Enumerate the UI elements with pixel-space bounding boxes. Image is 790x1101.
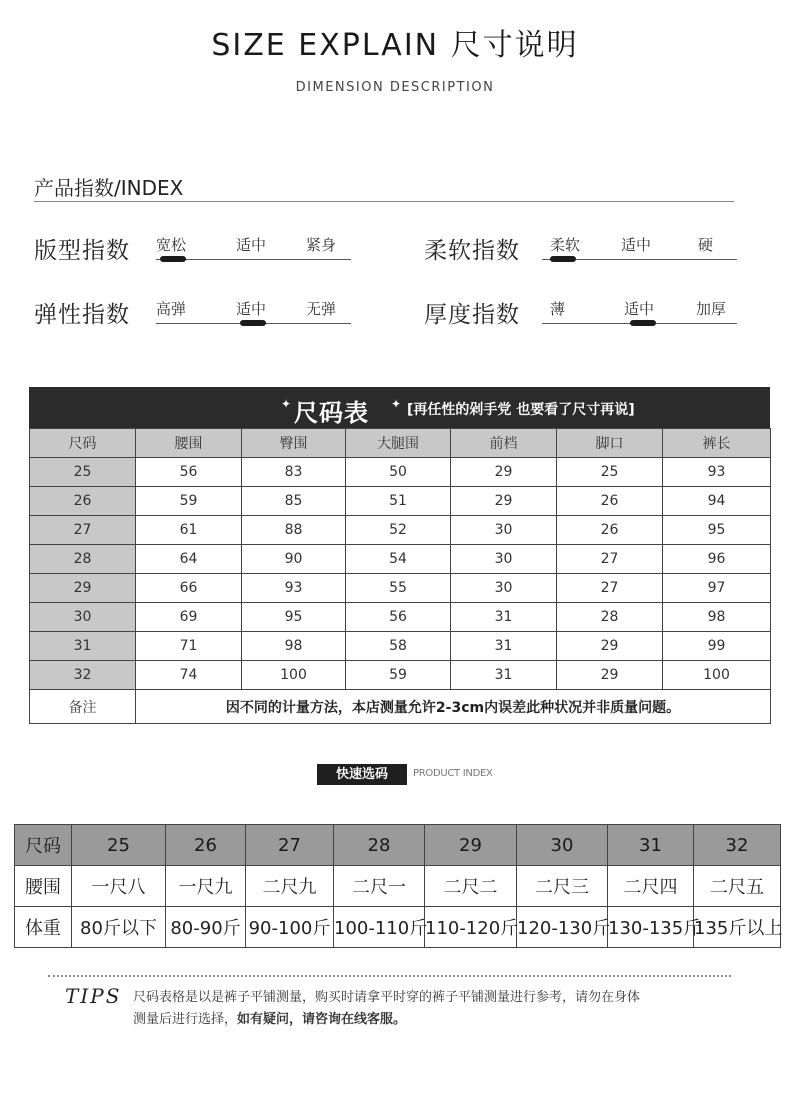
table-row (30, 632, 771, 661)
metric-label: 弹性指数 (34, 302, 130, 328)
metric-option: 无弹 (306, 300, 337, 318)
table-cell: 32 (30, 661, 136, 690)
metric-thickness (424, 294, 744, 334)
table-cell: 29 (557, 632, 663, 661)
table-cell: 25 (30, 458, 136, 487)
table-cell: 27 (246, 825, 334, 866)
tips-heading: TIPS (65, 984, 122, 1008)
table-header-row (15, 825, 781, 866)
tips-text-2b: 如有疑问，请咨询在线客服。 (237, 1012, 407, 1027)
table-cell: 88 (242, 516, 346, 545)
metric-option: 高弹 (156, 300, 187, 318)
table-cell: 71 (136, 632, 242, 661)
table-row (15, 907, 781, 948)
table-cell: 27 (30, 516, 136, 545)
table-cell: 31 (451, 603, 557, 632)
table-cell: 96 (663, 545, 771, 574)
table-row (30, 487, 771, 516)
metric-label: 厚度指数 (424, 302, 520, 328)
column-header: 尺码 (30, 429, 136, 458)
table-cell: 体重 (15, 907, 72, 948)
index-divider (34, 201, 734, 202)
table-cell: 74 (136, 661, 242, 690)
table-header-row (30, 429, 771, 458)
table-cell: 55 (346, 574, 451, 603)
sparkle-icon: ✦ (281, 397, 292, 411)
page-title: SIZE EXPLAIN 尺寸说明 (211, 28, 579, 63)
metric-option: 适中 (236, 300, 267, 318)
table-cell: 94 (663, 487, 771, 516)
column-header: 前档 (451, 429, 557, 458)
table-cell: 32 (694, 825, 781, 866)
table-cell: 135斤以上 (694, 907, 781, 948)
sparkle-icon: ✦ (391, 397, 402, 411)
table-cell: 二尺四 (608, 866, 694, 907)
table-cell: 腰围 (15, 866, 72, 907)
table-cell: 二尺九 (246, 866, 334, 907)
metric-option: 硬 (698, 236, 714, 254)
quick-select-table (14, 824, 781, 948)
table-cell: 64 (136, 545, 242, 574)
tips-text: 尺码表格是以是裤子平铺测量，购买时请拿平时穿的裤子平铺测量进行参考，请勿在身体 (133, 990, 641, 1005)
metric-option: 宽松 (156, 236, 187, 254)
metric-option: 适中 (624, 300, 655, 318)
metric-scale (542, 234, 737, 262)
table-row (30, 603, 771, 632)
table-cell: 29 (451, 458, 557, 487)
table-cell: 二尺三 (517, 866, 608, 907)
metric-marker (160, 256, 186, 262)
table-row (15, 866, 781, 907)
note-text: 因不同的计量方法，本店测量允许2-3cm内误差此种状况并非质量问题。 (136, 690, 771, 724)
table-cell: 95 (663, 516, 771, 545)
table-row (30, 574, 771, 603)
size-table-header (29, 387, 770, 428)
metric-fit (34, 230, 354, 270)
table-cell: 85 (242, 487, 346, 516)
size-table-grid (29, 428, 771, 724)
table-cell: 93 (663, 458, 771, 487)
table-cell: 98 (663, 603, 771, 632)
index-heading: 产品指数/INDEX (34, 176, 184, 200)
table-cell: 26 (557, 487, 663, 516)
table-cell: 51 (346, 487, 451, 516)
column-header: 裤长 (663, 429, 771, 458)
quick-select-label: 快速选码 (317, 764, 407, 785)
metric-elasticity (34, 294, 354, 334)
page-subtitle: DIMENSION DESCRIPTION (295, 80, 495, 95)
table-cell: 30 (451, 516, 557, 545)
metric-marker (550, 256, 576, 262)
table-cell: 130-135斤 (608, 907, 694, 948)
metric-label: 版型指数 (34, 238, 130, 264)
table-cell: 27 (557, 574, 663, 603)
table-cell: 93 (242, 574, 346, 603)
table-cell: 29 (425, 825, 517, 866)
tips-text-2 (133, 1008, 406, 1027)
table-cell: 95 (242, 603, 346, 632)
size-table (29, 387, 770, 724)
table-cell: 120-130斤 (517, 907, 608, 948)
tips-divider (48, 975, 731, 977)
table-cell: 一尺八 (72, 866, 166, 907)
table-cell: 54 (346, 545, 451, 574)
table-cell: 90-100斤 (246, 907, 334, 948)
table-cell: 26 (557, 516, 663, 545)
table-cell: 29 (557, 661, 663, 690)
table-cell: 80-90斤 (166, 907, 246, 948)
table-cell: 30 (30, 603, 136, 632)
table-cell: 50 (346, 458, 451, 487)
table-cell: 56 (136, 458, 242, 487)
column-header: 大腿围 (346, 429, 451, 458)
table-cell: 29 (451, 487, 557, 516)
table-cell: 二尺二 (425, 866, 517, 907)
column-header: 腰围 (136, 429, 242, 458)
table-cell: 一尺九 (166, 866, 246, 907)
tips-text-2a: 测量后进行选择， (133, 1012, 238, 1027)
table-row (30, 545, 771, 574)
table-cell: 61 (136, 516, 242, 545)
metric-marker (630, 320, 656, 326)
table-cell: 100 (663, 661, 771, 690)
size-table-subtitle: [再任性的剁手党 也要看了尺寸再说] (407, 402, 635, 418)
table-cell: 90 (242, 545, 346, 574)
metric-option: 加厚 (696, 300, 727, 318)
table-cell: 59 (136, 487, 242, 516)
table-cell: 28 (334, 825, 425, 866)
metric-option: 薄 (550, 300, 566, 318)
size-table-title: 尺码表 (294, 399, 369, 427)
table-cell: 100 (242, 661, 346, 690)
metric-scale (156, 234, 351, 262)
quick-select-sublabel: PRODUCT INDEX (413, 768, 493, 779)
table-row (30, 661, 771, 690)
table-row (30, 516, 771, 545)
table-cell: 27 (557, 545, 663, 574)
table-cell: 110-120斤 (425, 907, 517, 948)
table-row (30, 458, 771, 487)
metric-softness (424, 230, 744, 270)
table-cell: 28 (557, 603, 663, 632)
table-cell: 80斤以下 (72, 907, 166, 948)
table-cell: 31 (608, 825, 694, 866)
table-cell: 29 (30, 574, 136, 603)
table-cell: 26 (166, 825, 246, 866)
table-cell: 69 (136, 603, 242, 632)
note-label: 备注 (30, 690, 136, 724)
table-cell: 30 (451, 574, 557, 603)
table-cell: 31 (451, 661, 557, 690)
table-cell: 99 (663, 632, 771, 661)
table-cell: 二尺一 (334, 866, 425, 907)
metric-option: 适中 (621, 236, 652, 254)
table-cell: 30 (517, 825, 608, 866)
table-cell: 25 (557, 458, 663, 487)
table-cell: 二尺五 (694, 866, 781, 907)
metric-scale (542, 298, 737, 326)
table-cell: 30 (451, 545, 557, 574)
table-cell: 52 (346, 516, 451, 545)
table-cell: 31 (451, 632, 557, 661)
table-cell: 56 (346, 603, 451, 632)
metric-scale (156, 298, 351, 326)
table-cell: 31 (30, 632, 136, 661)
metric-option: 适中 (236, 236, 267, 254)
table-cell: 97 (663, 574, 771, 603)
table-cell: 58 (346, 632, 451, 661)
table-cell: 100-110斤 (334, 907, 425, 948)
table-cell: 25 (72, 825, 166, 866)
metric-label: 柔软指数 (424, 238, 520, 264)
metric-marker (240, 320, 266, 326)
table-cell: 尺码 (15, 825, 72, 866)
table-cell: 26 (30, 487, 136, 516)
table-cell: 59 (346, 661, 451, 690)
metric-option: 柔软 (550, 236, 581, 254)
column-header: 臀围 (242, 429, 346, 458)
table-cell: 98 (242, 632, 346, 661)
table-note-row (30, 690, 771, 724)
table-cell: 66 (136, 574, 242, 603)
metric-option: 紧身 (306, 236, 337, 254)
table-cell: 83 (242, 458, 346, 487)
column-header: 脚口 (557, 429, 663, 458)
table-cell: 28 (30, 545, 136, 574)
